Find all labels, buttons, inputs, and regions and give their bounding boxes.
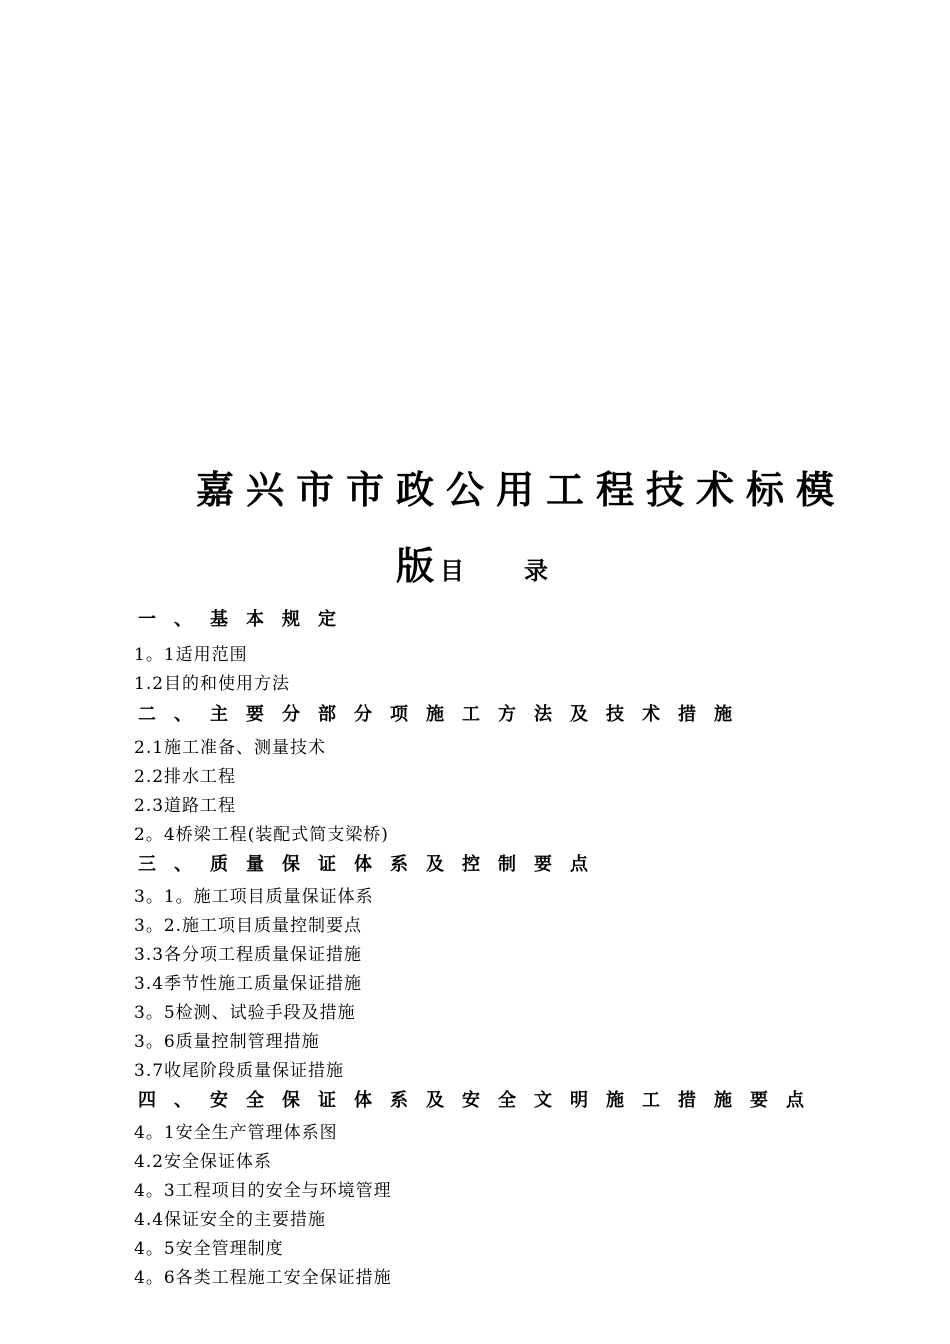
document-title-end: 版 xyxy=(396,544,435,588)
toc-entry: 3.7收尾阶段质量保证措施 xyxy=(134,1061,345,1081)
toc-entry: 4.4保证安全的主要措施 xyxy=(134,1210,327,1230)
toc-entry: 3.3各分项工程质量保证措施 xyxy=(134,945,363,965)
toc-entry: 2.3道路工程 xyxy=(134,796,237,816)
toc-entry: 4。1安全生产管理体系图 xyxy=(134,1123,338,1143)
toc-entry: 2.1施工准备、测量技术 xyxy=(134,738,327,758)
toc-entry: 3。1。施工项目质量保证体系 xyxy=(134,887,374,907)
toc-entry: 4.2安全保证体系 xyxy=(134,1152,273,1172)
toc-entry: 3。2.施工项目质量控制要点 xyxy=(134,916,363,936)
toc-entry: 1。1适用范围 xyxy=(134,645,248,665)
toc-entry: 3。6质量控制管理措施 xyxy=(134,1032,320,1052)
toc-heading: 目录 xyxy=(440,557,609,585)
toc-entry: 4。3工程项目的安全与环境管理 xyxy=(134,1181,392,1201)
toc-section-1: 一、基本规定 xyxy=(138,609,354,630)
toc-entry: 4。5安全管理制度 xyxy=(134,1239,284,1259)
document-title: 嘉兴市市政公用工程技术标模 xyxy=(196,468,847,512)
toc-entry: 3。5检测、试验手段及措施 xyxy=(134,1003,356,1023)
toc-section-4: 四、安全保证体系及安全文明施工措施要点 xyxy=(138,1090,822,1111)
toc-entry: 3.4季节性施工质量保证措施 xyxy=(134,974,363,994)
toc-entry: 4。6各类工程施工安全保证措施 xyxy=(134,1268,392,1288)
document-title-continuation xyxy=(396,538,608,602)
toc-entry: 2。4桥梁工程(装配式简支梁桥) xyxy=(134,825,389,845)
toc-entry: 2.2排水工程 xyxy=(134,767,237,787)
toc-section-2: 二、主要分部分项施工方法及技术措施 xyxy=(138,704,750,725)
toc-section-3: 三、质量保证体系及控制要点 xyxy=(138,854,606,875)
toc-entry: 1.2目的和使用方法 xyxy=(134,674,291,694)
